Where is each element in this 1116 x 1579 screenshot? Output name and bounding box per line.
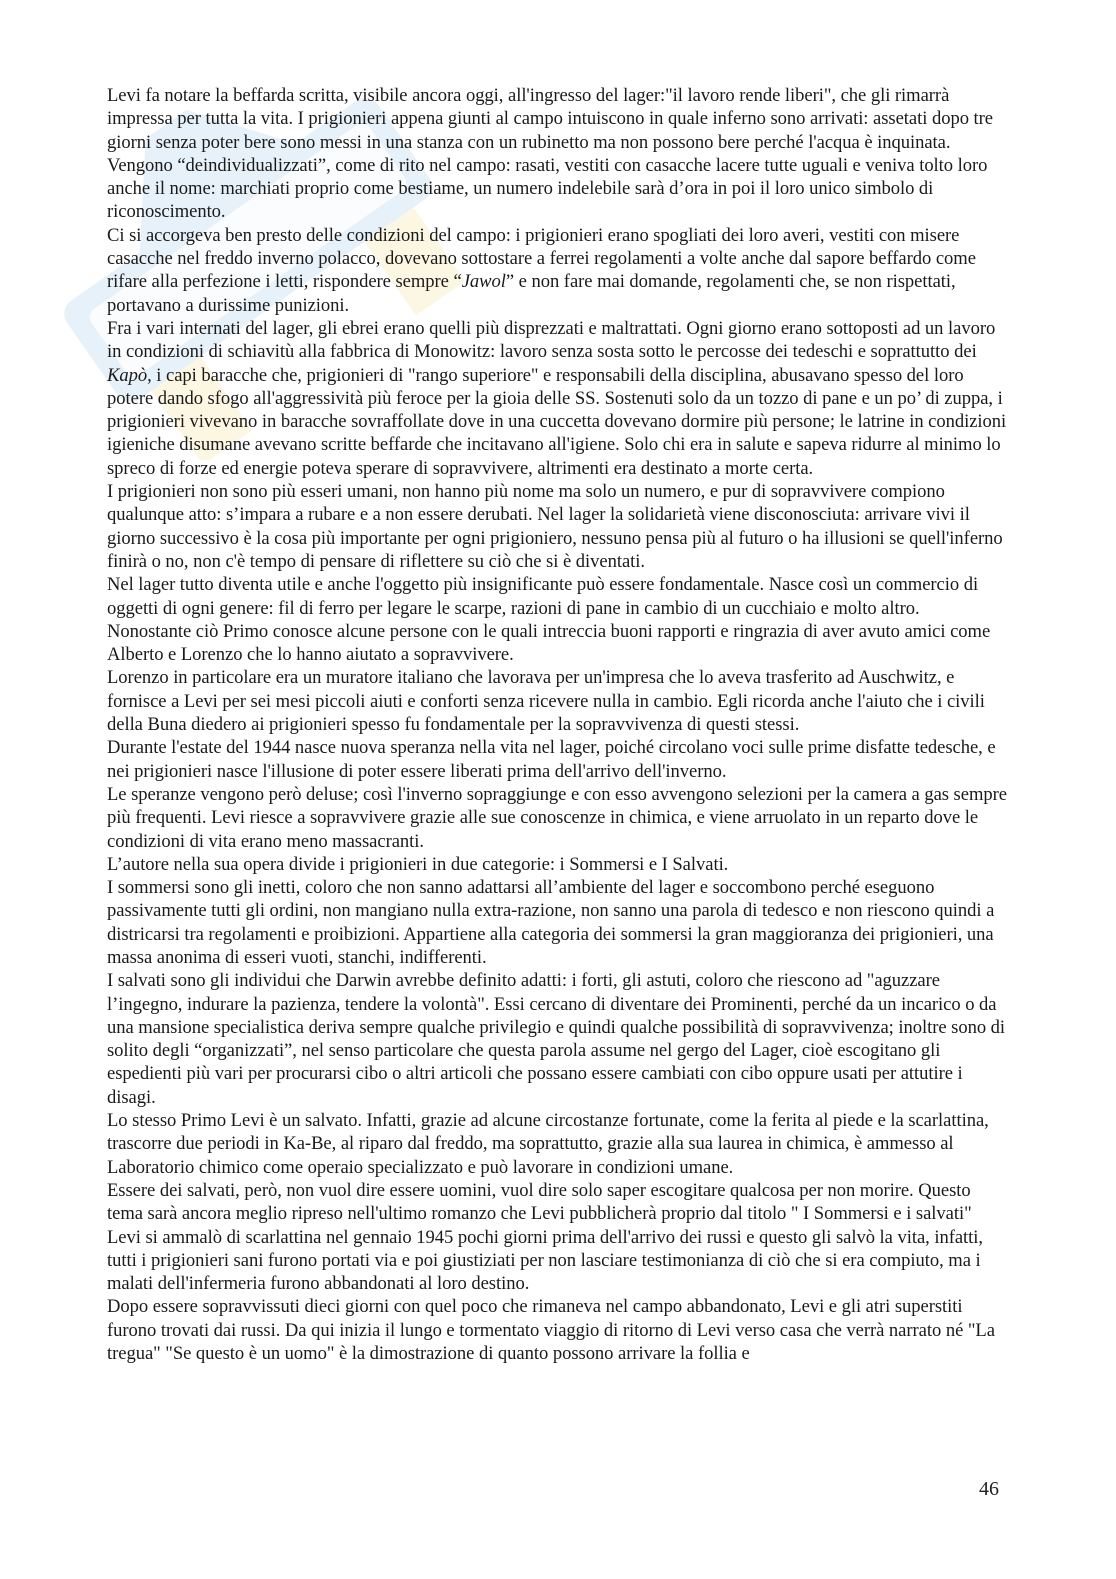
document-body [107, 84, 1007, 1365]
paragraph [107, 783, 1007, 853]
paragraph [107, 480, 1007, 573]
text-run: Durante l'estate del 1944 nasce nuova speranza nella vita nel lager, poiché circolano voci sulle prime disfatte tedesche, e nei prigionieri nasce l'illusione di poter essere liberati prima dell'arrivo dell'inverno. [107, 737, 996, 782]
paragraph [107, 853, 1007, 876]
text-run: Dopo essere sopravvissuti dieci giorni con quel poco che rimaneva nel campo abbandonato, Levi e gli atri superstiti furono trovati dai russi. Da qui inizia il lungo e tormentato viaggio di ritorno di Levi verso casa che verrà narrato né "La tregua" "Se questo è un uomo" è la dimostrazione di quanto possono arrivare la follia e [107, 1296, 995, 1365]
paragraph [107, 573, 1007, 666]
text-run: Lo stesso Primo Levi è un salvato. Infatti, grazie ad alcune circostanze fortunate, come la ferita al piede e la scarlattina, trascorre due periodi in Ka-Be, al riparo dal freddo, ma soprattutto, grazie alla sua laurea in chimica, è ammesso al Laboratorio chimico come operaio specializzato e può lavorare in condizioni umane. [107, 1110, 989, 1178]
text-run: L’autore nella sua opera divide i prigionieri in due categorie: i Sommersi e I Salvati. [107, 853, 729, 875]
paragraph [107, 84, 1007, 224]
text-run: Nel lager tutto diventa utile e anche l'oggetto più insignificante può essere fondamentale. Nasce così un commercio di oggetti di ogni genere: fil di ferro per legare le scarpe, razioni di pane in cambio di un cucchiaio e molto altro. Nonostante ciò Primo conosce alcune persone con le quali intreccia buoni rapporti e ringrazia di aver avuto amici come Alberto e Lorenzo che lo hanno aiutato a sopravvivere. [107, 574, 991, 666]
paragraph [107, 317, 1007, 480]
text-run: Levi fa notare la beffarda scritta, visibile ancora oggi, all'ingresso del lager:"il lavoro rende liberi", che gli rimarrà impressa per tutta la vita. I prigionieri appena giunti al campo intuiscono in quale inferno sono arrivati: assetati dopo tre giorni senza poter bere sono messi in una stanza con un rubinetto ma non possono bere perché l'acqua è inquinata. Vengono “deindividualizzati”, come di rito nel campo: rasati, vestiti con casacche lacere tutte uguali e veniva tolto loro anche il nome: marchiati proprio come bestiame, un numero indelebile sarà d’ora in poi il loro unico simbolo di riconoscimento. [107, 85, 993, 223]
italic-text: Kapò [107, 364, 148, 386]
paragraph [107, 1295, 1007, 1365]
paragraph [107, 224, 1007, 317]
text-run: , i capi baracche che, prigionieri di "rango superiore" e responsabili della disciplina, abusavano spesso del loro potere dando sfogo all'aggressività più feroce per la gioia delle SS. Sostenuti solo da un tozzo di pane e un po’ di zuppa, i prigionieri vivevano in baracche sovraffollate dove in una cuccetta dovevano dormire più persone; le latrine in condizioni igieniche disumane avevano scritte beffarde che incitavano all'igiene. Solo chi era in salute e sapeva ridurre al minimo lo spreco di forze ed energie poteva sperare di sopravvivere, altrimenti era destinato a morte certa. [107, 364, 1007, 479]
paragraph [107, 969, 1007, 1109]
text-run: Le speranze vengono però deluse; così l'inverno sopraggiunge e con esso avvengono selezioni per la camera a gas sempre più frequenti. Levi riesce a sopravvivere grazie alle sue conoscenze in chimica, e viene arruolato in un reparto dove le condizioni di vita erano meno massacranti. [107, 783, 1007, 852]
text-run: Fra i vari internati del lager, gli ebrei erano quelli più disprezzati e maltrattati. Ogni giorno erano sottoposti ad un lavoro in condizioni di schiavitù alla fabbrica di Monowitz: lavoro senza sosta sotto le percosse dei tedeschi e soprattutto dei [107, 317, 996, 363]
text-run: Lorenzo in particolare era un muratore italiano che lavorava per un'impresa che lo aveva trasferito ad Auschwitz, e fornisce a Levi per sei mesi piccoli aiuti e conforti senza ricevere nulla in cambio. Egli ricorda anche l'aiuto che i civili della Buna diedero ai prigionieri spesso fu fondamentale per la sopravvivenza di questi stessi. [107, 667, 985, 736]
paragraph [107, 736, 1007, 783]
page-number: 46 [979, 1478, 999, 1500]
paragraph [107, 1109, 1007, 1179]
paragraph [107, 1179, 1007, 1295]
paragraph [107, 876, 1007, 969]
text-run: Ci si accorgeva ben presto delle condizioni del campo: i prigionieri erano spogliati dei loro averi, vestiti con misere casacche nel freddo inverno polacco, dovevano sottostare a ferrei regolamenti a volte anche dal sapore beffardo come rifare alla perfezione i letti, rispondere sempre “ [107, 224, 976, 293]
italic-text: Jawol [461, 271, 506, 293]
text-run: ” e non fare mai domande, regolamenti che, se non rispettati, portavano a durissime punizioni. [107, 271, 956, 316]
text-run: Essere dei salvati, però, non vuol dire essere uomini, vuol dire solo saper escogitare qualcosa per non morire. Questo tema sarà ancora meglio ripreso nell'ultimo romanzo che Levi pubblicherà proprio dal titolo " I Sommersi e i salvati" Levi si ammalò di scarlattina nel gennaio 1945 pochi giorni prima dell'arrivo dei russi e questo gli salvò la vita, infatti, tutti i prigionieri sani furono portati via e poi giustiziati per non lasciare testimonianza di ciò che si era compiuto, ma i malati dell'infermeria furono abbandonati al loro destino. [107, 1179, 984, 1295]
text-run: I prigionieri non sono più esseri umani, non hanno più nome ma solo un numero, e pur di sopravvivere compiono qualunque atto: s’impara a rubare e a non essere derubati. Nel lager la solidarietà viene disconosciuta: arrivare vivi il giorno successivo è la cosa più importante per ogni prigioniero, nessuno pensa più al futuro o ha illusioni se quell'inferno finirà o no, non c'è tempo di pensare di riflettere su ciò che si è diventati. [107, 481, 1003, 572]
text-run: I salvati sono gli individui che Darwin avrebbe definito adatti: i forti, gli astuti, coloro che riescono ad "aguzzare l’ingegno, indurare la pazienza, tendere la volontà". Essi cercano di diventare dei Prominenti, perché da un incarico o da una mansione specialistica deriva sempre qualche privilegio e quindi qualche possibilità di sopravvivenza; inoltre sono di solito degli “organizzati”, nel senso particolare che questa parola assume nel gergo del Lager, cioè escogitano gli espedienti più vari per procurarsi cibo o altri articoli che possano essere cambiati con cibo oppure usati per attutire i disagi. [107, 970, 1006, 1108]
text-run: I sommersi sono gli inetti, coloro che non sanno adattarsi all’ambiente del lager e soccombono perché eseguono passivamente tutti gli ordini, non mangiano nulla extra-razione, non sanno una parola di tedesco e non riescono quindi a districarsi tra regolamenti e proibizioni. Appartiene alla categoria dei sommersi la gran maggioranza dei prigionieri, una massa anonima di esseri vuoti, stanchi, indifferenti. [107, 877, 995, 968]
paragraph [107, 666, 1007, 736]
